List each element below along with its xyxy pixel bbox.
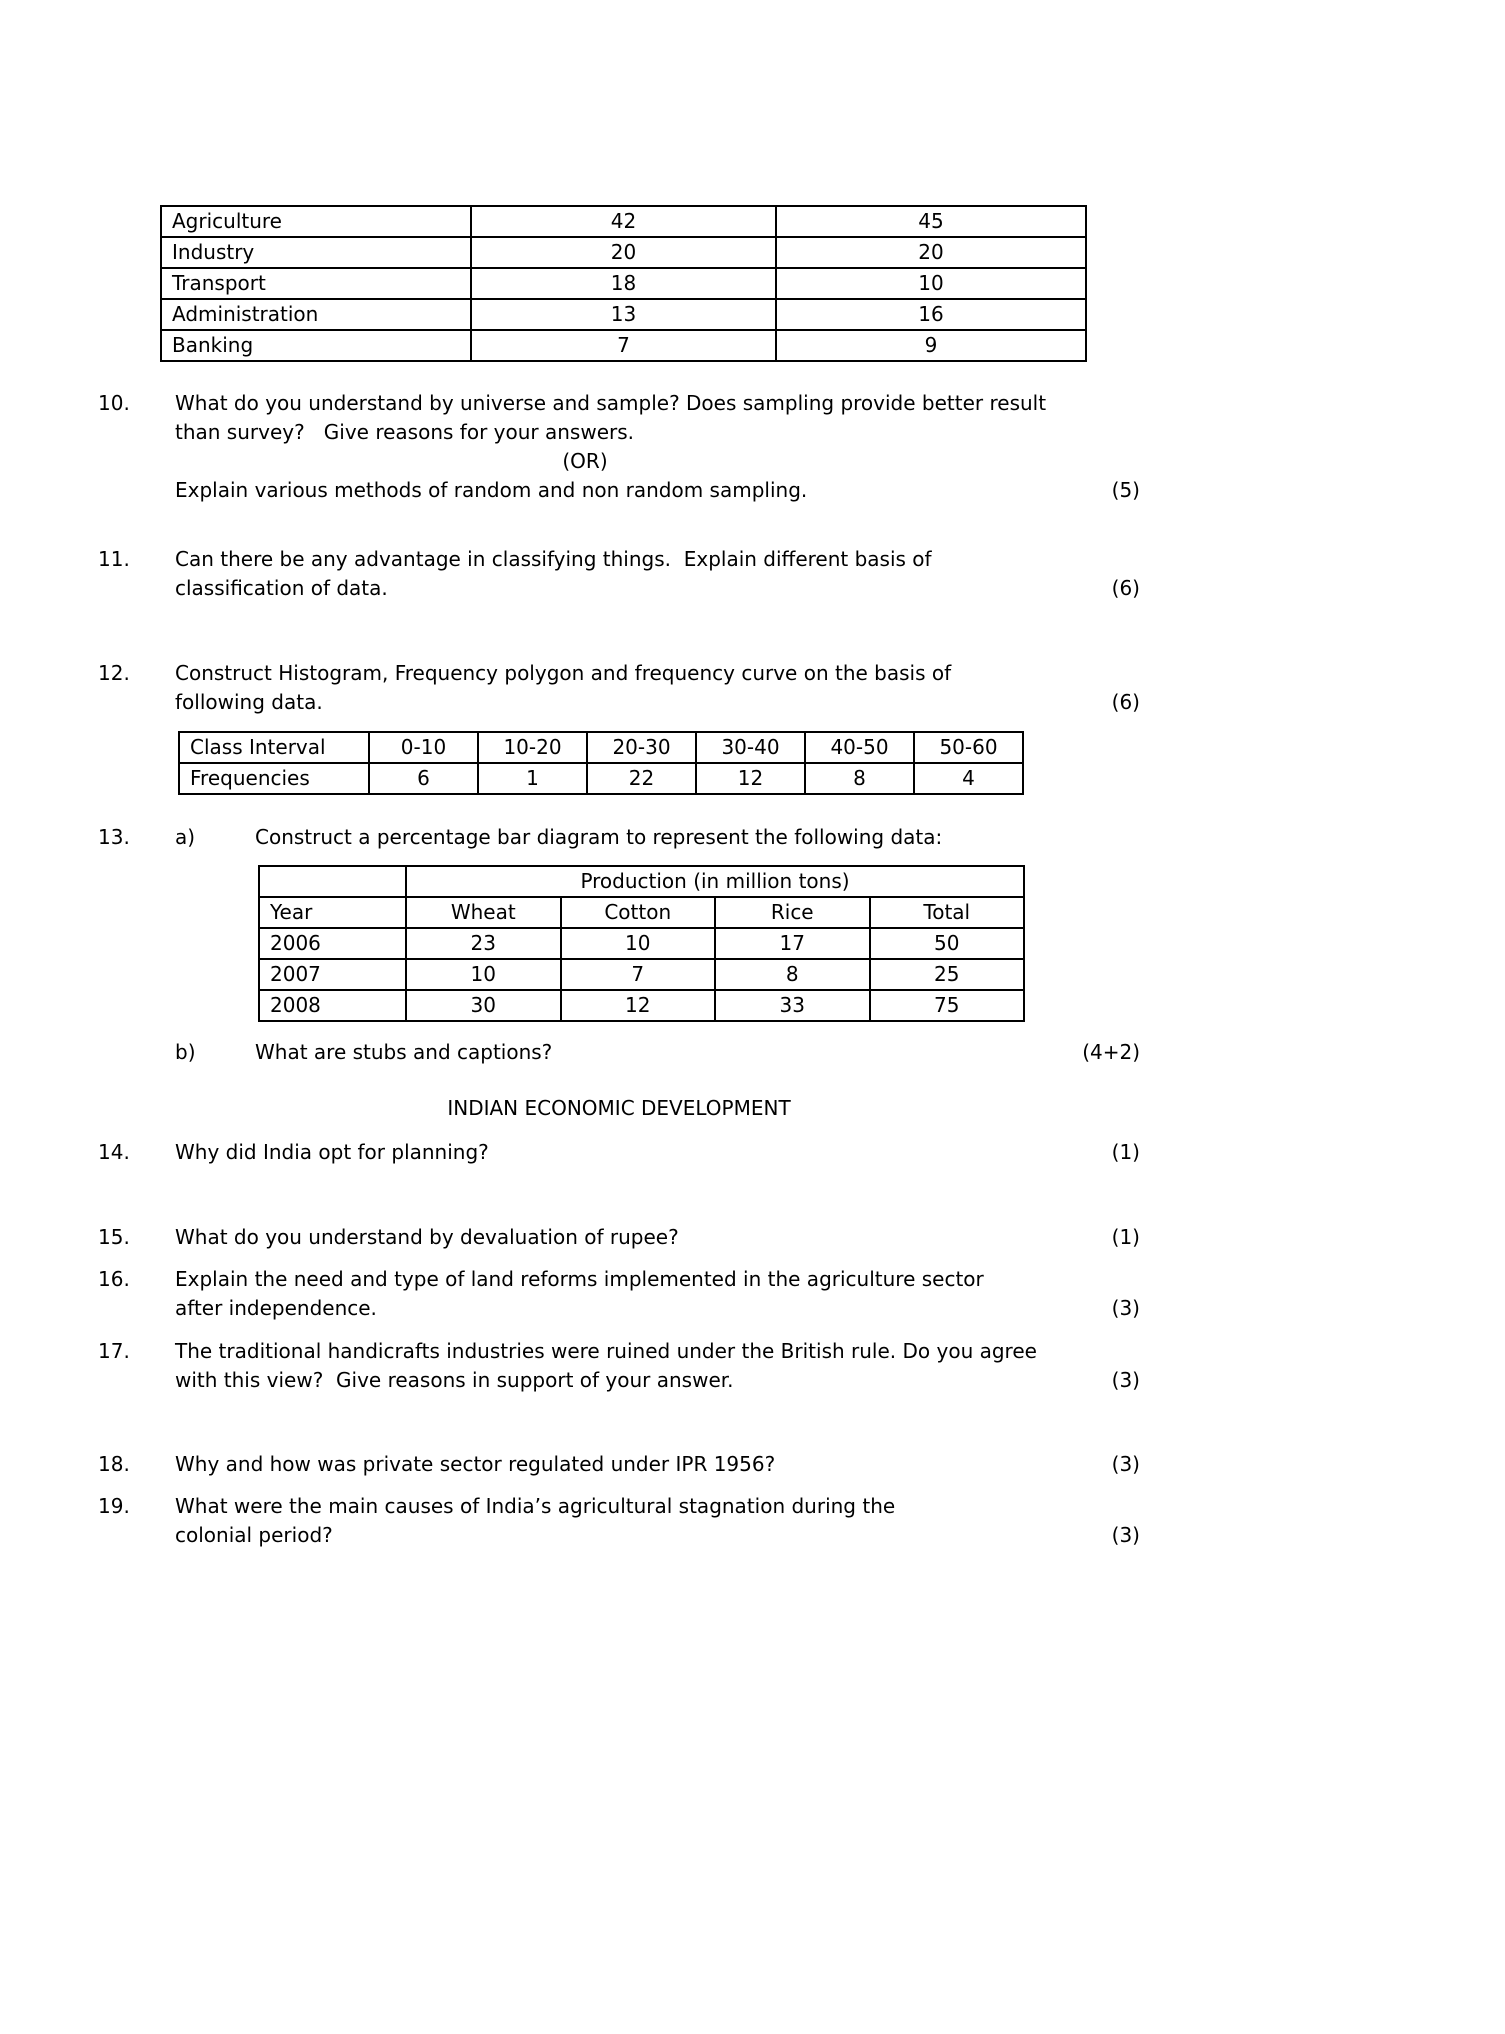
table-cell: 50 xyxy=(870,928,1025,959)
question-text-line: Can there be any advantage in classifying things. Explain different basis of xyxy=(175,547,932,571)
question-body xyxy=(175,545,1140,603)
table-cell: 75 xyxy=(870,990,1025,1021)
table-cell: 8 xyxy=(715,959,870,990)
table-cell: 18 xyxy=(471,268,776,299)
table-cell: 9 xyxy=(776,330,1086,361)
question-16 xyxy=(98,1265,1140,1323)
question-body xyxy=(175,1450,1140,1479)
table-span-header: Production (in million tons) xyxy=(406,866,1024,897)
question-number: 18. xyxy=(98,1452,130,1476)
question-text-line: Why and how was private sector regulated under IPR 1956? xyxy=(175,1452,776,1476)
question-18 xyxy=(98,1450,1140,1479)
table-cell: Class Interval xyxy=(179,732,369,763)
subquestion-b xyxy=(175,1038,1140,1067)
question-number: 14. xyxy=(98,1140,130,1164)
table-cell: 23 xyxy=(406,928,561,959)
question-body xyxy=(175,1492,1140,1550)
table-cell: 7 xyxy=(471,330,776,361)
table-cell: 0-10 xyxy=(369,732,478,763)
question-number: 11. xyxy=(98,547,130,571)
table-cell: 6 xyxy=(369,763,478,794)
marks-badge: (4+2) xyxy=(1082,1040,1140,1064)
question-text-line: What do you understand by universe and sample? Does sampling provide better result xyxy=(175,391,1047,415)
question-text-line: Why did India opt for planning? xyxy=(175,1140,489,1164)
marks-badge: (3) xyxy=(1111,1296,1140,1320)
subquestion-label: b) xyxy=(175,1040,196,1064)
marks-badge: (1) xyxy=(1111,1140,1140,1164)
table-cell: 13 xyxy=(471,299,776,330)
empty-cell xyxy=(259,866,406,897)
table-cell: 17 xyxy=(715,928,870,959)
table-cell: 7 xyxy=(561,959,716,990)
question-text-line: What do you understand by devaluation of rupee? xyxy=(175,1225,679,1249)
question-19 xyxy=(98,1492,1140,1550)
table-cell: Administration xyxy=(161,299,471,330)
table-cell: 40-50 xyxy=(805,732,914,763)
table-row xyxy=(161,330,1086,361)
table-cell: 2007 xyxy=(259,959,406,990)
table-cell: Rice xyxy=(715,897,870,928)
table-row xyxy=(259,866,1024,897)
question-10 xyxy=(98,389,1140,505)
table-cell: 4 xyxy=(914,763,1023,794)
table-cell: 10 xyxy=(406,959,561,990)
marks-badge: (6) xyxy=(1111,690,1140,714)
question-13 xyxy=(98,823,1140,1067)
question-body xyxy=(175,1223,1140,1252)
question-body xyxy=(175,823,1140,1067)
table-cell: 30 xyxy=(406,990,561,1021)
question-17 xyxy=(98,1337,1140,1395)
question-number: 15. xyxy=(98,1225,130,1249)
question-text-line: Construct Histogram, Frequency polygon and frequency curve on the basis of xyxy=(175,661,952,685)
section-heading: INDIAN ECONOMIC DEVELOPMENT xyxy=(447,1096,791,1120)
table-row xyxy=(179,763,1023,794)
table-cell: Total xyxy=(870,897,1025,928)
table-cell: Cotton xyxy=(561,897,716,928)
question-text-line: What are stubs and captions? xyxy=(255,1040,553,1064)
table-row xyxy=(179,732,1023,763)
table-row xyxy=(161,299,1086,330)
question-text-line: after independence. xyxy=(175,1296,377,1320)
table-cell: Year xyxy=(259,897,406,928)
subquestion-label: a) xyxy=(175,825,196,849)
table-row xyxy=(259,959,1024,990)
marks-badge: (6) xyxy=(1111,576,1140,600)
question-text-line: with this view? Give reasons in support of your answer. xyxy=(175,1368,734,1392)
question-text-line: colonial period? xyxy=(175,1523,333,1547)
question-text-line: Explain the need and type of land reforms implemented in the agriculture sector xyxy=(175,1267,984,1291)
frequency-table xyxy=(178,731,1024,795)
table-cell: 30-40 xyxy=(696,732,805,763)
marks-badge: (1) xyxy=(1111,1225,1140,1249)
table-cell: 12 xyxy=(561,990,716,1021)
question-text-line: Construct a percentage bar diagram to represent the following data: xyxy=(255,825,943,849)
table-cell: Industry xyxy=(161,237,471,268)
question-15 xyxy=(98,1223,1140,1252)
table-row xyxy=(161,237,1086,268)
question-body xyxy=(175,1138,1140,1167)
marks-badge: (3) xyxy=(1111,1523,1140,1547)
question-number: 10. xyxy=(98,391,130,415)
production-table xyxy=(258,865,1025,1022)
table-cell: Banking xyxy=(161,330,471,361)
table-cell: 2008 xyxy=(259,990,406,1021)
table-cell: 10 xyxy=(776,268,1086,299)
question-text-line: following data. xyxy=(175,690,323,714)
table-row xyxy=(259,990,1024,1021)
table-cell: 8 xyxy=(805,763,914,794)
table-cell: 42 xyxy=(471,206,776,237)
question-body xyxy=(175,659,1140,795)
question-body xyxy=(175,389,1140,505)
table-cell: 20-30 xyxy=(587,732,696,763)
table-row xyxy=(259,928,1024,959)
table-cell: Agriculture xyxy=(161,206,471,237)
sector-values-table xyxy=(160,205,1087,362)
table-cell: Frequencies xyxy=(179,763,369,794)
table-cell: 10 xyxy=(561,928,716,959)
table-row xyxy=(161,206,1086,237)
question-body xyxy=(175,1337,1140,1395)
table-cell: 20 xyxy=(776,237,1086,268)
marks-badge: (3) xyxy=(1111,1452,1140,1476)
or-separator: (OR) xyxy=(562,449,608,473)
question-text-line: classification of data. xyxy=(175,576,388,600)
table-cell: Wheat xyxy=(406,897,561,928)
table-cell: 20 xyxy=(471,237,776,268)
question-text-line: What were the main causes of India’s agricultural stagnation during the xyxy=(175,1494,896,1518)
marks-badge: (5) xyxy=(1111,478,1140,502)
question-12 xyxy=(98,659,1140,795)
table-cell: 45 xyxy=(776,206,1086,237)
question-text-line: than survey? Give reasons for your answers. xyxy=(175,420,634,444)
table-cell: 1 xyxy=(478,763,587,794)
marks-badge: (3) xyxy=(1111,1368,1140,1392)
question-text-line: Explain various methods of random and non random sampling. xyxy=(175,478,808,502)
table-cell: 22 xyxy=(587,763,696,794)
question-number: 16. xyxy=(98,1267,130,1291)
question-number: 17. xyxy=(98,1339,130,1363)
question-14 xyxy=(98,1138,1140,1167)
table-cell: 50-60 xyxy=(914,732,1023,763)
table-cell: Transport xyxy=(161,268,471,299)
question-body xyxy=(175,1265,1140,1323)
table-row xyxy=(161,268,1086,299)
table-cell: 25 xyxy=(870,959,1025,990)
table-cell: 33 xyxy=(715,990,870,1021)
table-cell: 2006 xyxy=(259,928,406,959)
table-cell: 16 xyxy=(776,299,1086,330)
table-cell: 12 xyxy=(696,763,805,794)
question-11 xyxy=(98,545,1140,603)
table-row xyxy=(259,897,1024,928)
subquestion-a xyxy=(175,823,1140,852)
question-text-line: The traditional handicrafts industries were ruined under the British rule. Do you agree xyxy=(175,1339,1037,1363)
table-cell: 10-20 xyxy=(478,732,587,763)
question-number: 19. xyxy=(98,1494,130,1518)
question-number: 12. xyxy=(98,661,130,685)
question-number: 13. xyxy=(98,825,130,849)
